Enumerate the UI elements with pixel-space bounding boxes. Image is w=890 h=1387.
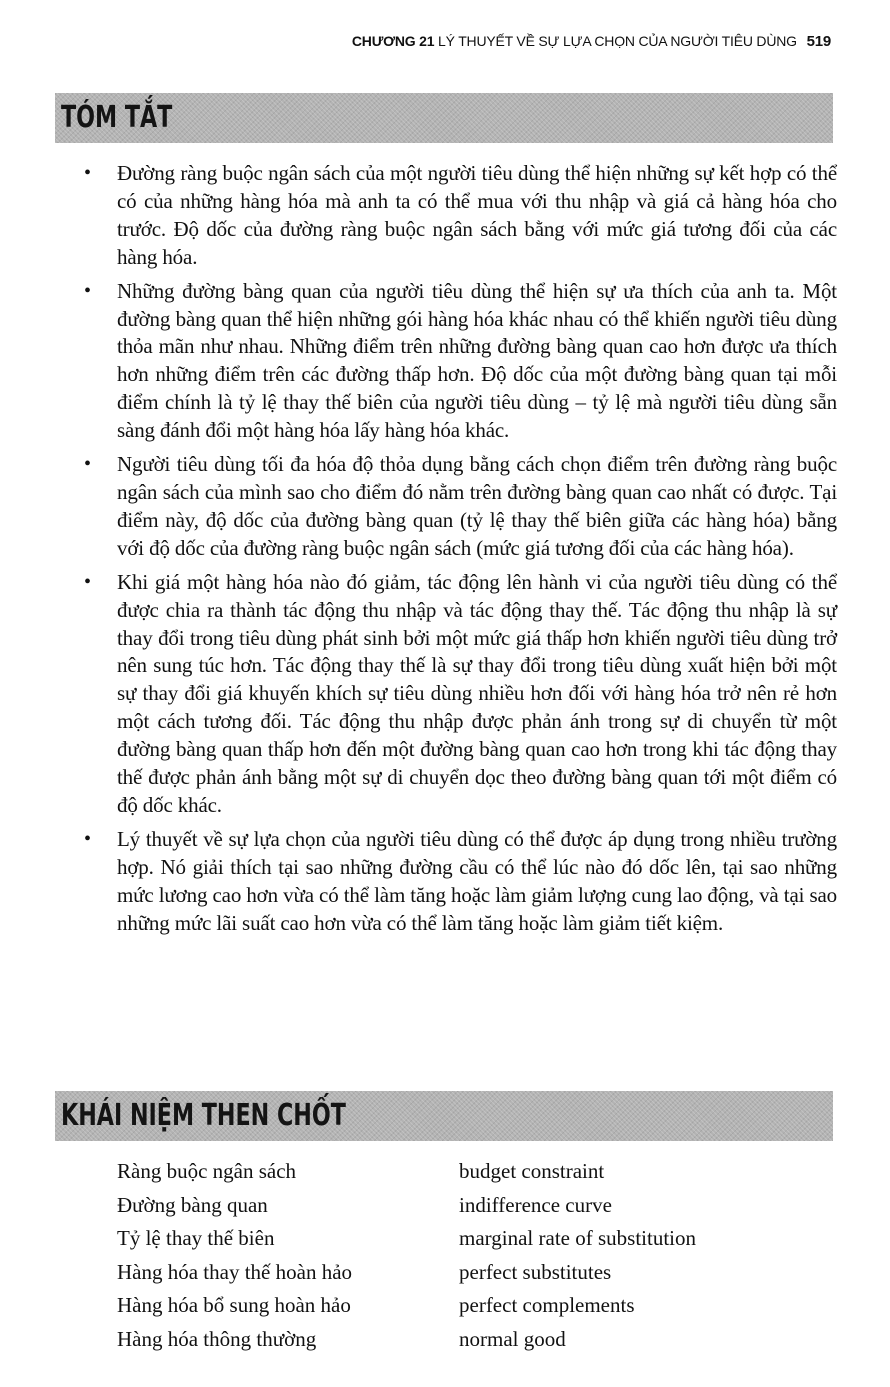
key-concepts-heading-bar [55,1091,833,1141]
term-english: budget constraint [459,1159,605,1183]
bullet-dot-icon: • [84,162,91,184]
bullet-dot-icon: • [84,570,91,593]
summary-bullet [84,278,837,445]
term-vietnamese: Tỷ lệ thay thế biên [117,1226,275,1251]
term-row [117,1256,696,1290]
summary-bullet-text: Người tiêu dùng tối đa hóa độ thỏa dụng bằng cách chọn điểm trên đường ràng buộc ngân sách của mình sao cho điểm đó nằm trên đường bàng quan cao nhất có được. Tại điểm này, độ dốc của đường bàng quan (tỷ lệ thay thế biên giữa các hàng hóa) bằng với độ dốc của đường ràng buộc ngân sách (mức giá tương đối của các hàng hóa). [117,452,837,560]
running-header [0,33,831,50]
term-vietnamese: Đường bàng quan [117,1192,268,1217]
bullet-dot-icon: • [84,827,91,850]
term-row [117,1155,696,1189]
bullet-dot-icon: • [84,453,91,476]
summary-bullet-text: Lý thuyết về sự lựa chọn của người tiêu dùng có thể được áp dụng trong nhiều trường hợp. Nó giải thích tại sao những đường cầu có thể lúc nào đó dốc lên, tại sao những mức lương cao hơn vừa có thể làm tăng hoặc làm giảm lượng cung lao động, và tại sao những mức lãi suất cao hơn vừa có thể làm tăng hoặc làm giảm tiết kiệm. [117,826,837,935]
term-row [117,1189,696,1223]
summary-bullet [84,569,837,820]
term-vietnamese: Hàng hóa bổ sung hoàn hảo [117,1293,351,1318]
chapter-label: CHƯƠNG 21 [351,33,435,49]
key-concepts-list [117,1155,696,1357]
term-english: normal good [459,1326,566,1351]
chapter-title: LÝ THUYẾT VỀ SỰ LỰA CHỌN CỦA NGƯỜI TIÊU DÙNG [438,33,797,49]
term-row [117,1323,696,1357]
term-english: indifference curve [459,1192,612,1217]
summary-list [84,160,837,943]
term-row [117,1289,696,1323]
term-english: perfect substitutes [459,1259,612,1284]
summary-bullet-text: Những đường bàng quan của người tiêu dùng thể hiện sự ưa thích của anh ta. Một đường bàng quan thể hiện những gói hàng hóa khác nhau có thể khiến người tiêu dùng thỏa mãn như nhau. Những điểm trên những đường bàng quan cao hơn được ưa thích hơn những điểm trên các đường thấp hơn. Độ dốc của một đường bàng quan tại mỗi điểm chính là tỷ lệ thay thế biên của người tiêu dùng – tỷ lệ mà người tiêu dùng sẵn sàng đánh đổi một hàng hóa lấy hàng hóa khác. [117,278,837,443]
summary-bullet [84,826,837,938]
summary-bullet [84,160,837,272]
page-number: 519 [806,33,831,50]
term-english: marginal rate of substitution [459,1226,696,1251]
term-row [117,1222,696,1256]
summary-bullet [84,451,837,563]
key-concepts-heading: KHÁI NIỆM THEN CHỐT [61,1098,346,1133]
bullet-dot-icon: • [84,279,91,302]
term-vietnamese: Hàng hóa thông thường [117,1326,317,1351]
summary-heading-bar [55,93,833,143]
summary-bullet-text: Khi giá một hàng hóa nào đó giảm, tác động lên hành vi của người tiêu dùng có thể được chia ra thành tác động thu nhập và tác động thay thế. Tác động thu nhập là sự thay đổi trong tiêu dùng phát sinh bởi một mức giá thấp hơn khiến người tiêu dùng trở nên sung túc hơn. Tác động thay thế là sự thay đổi trong tiêu dùng xuất hiện bởi một sự thay đổi giá khuyến khích sự tiêu dùng nhiều hơn đối với hàng hóa trở nên rẻ hơn một cách tương đối. Tác động thu nhập được phản ánh trong sự di chuyển từ một đường bàng quan thấp hơn đến một đường bàng quan cao hơn trong khi tác động thay thế được phản ánh bằng một sự di chuyển dọc theo đường bàng quan tới một điểm có độ dốc khác. [117,569,837,817]
term-vietnamese: Hàng hóa thay thế hoàn hảo [117,1259,353,1284]
summary-bullet-text: Đường ràng buộc ngân sách của một người tiêu dùng thể hiện những sự kết hợp có thể có của những hàng hóa mà anh ta có thể mua với thu nhập và giá cả hàng hóa cho trước. Độ dốc của đường ràng buộc ngân sách bằng với mức giá tương đối của các hàng hóa. [117,161,837,269]
summary-heading: TÓM TẮT [61,100,173,135]
term-english: perfect complements [459,1293,635,1318]
term-vietnamese: Ràng buộc ngân sách [117,1159,297,1183]
